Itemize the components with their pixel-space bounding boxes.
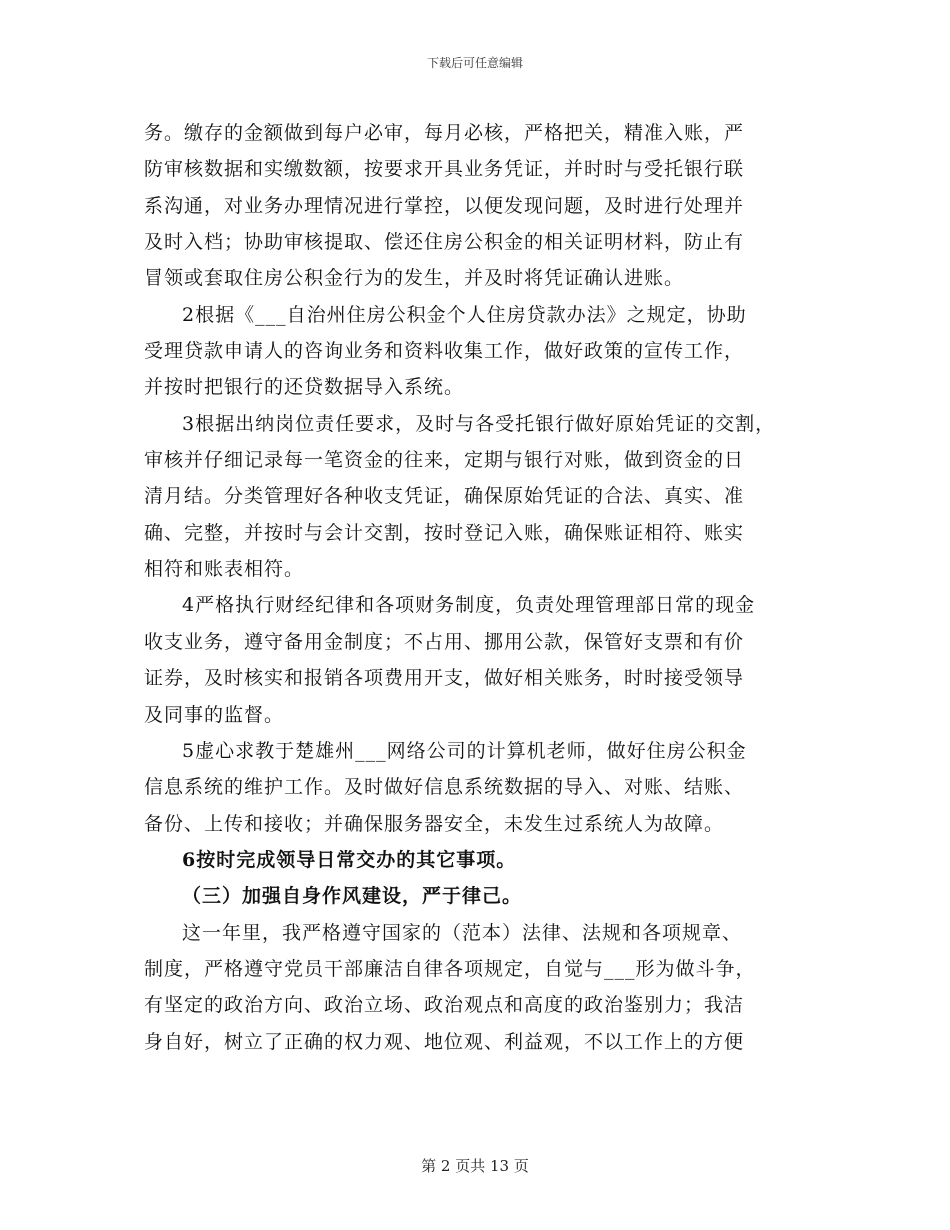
text-line: 确、完整，并按时与会计交割，按时登记入账，确保账证相符、账实 bbox=[144, 522, 745, 544]
text-line: 证券，及时核实和报销各项费用开支，做好相关账务，时时接受领导 bbox=[144, 667, 745, 689]
text-line: 相符和账表相符。 bbox=[144, 558, 305, 580]
text-line: 5虚心求教于楚雄州___网络公司的计算机老师，做好住房公积金 bbox=[182, 740, 747, 762]
text-line: 并按时把银行的还贷数据导入系统。 bbox=[144, 376, 465, 398]
text-line: 及时入档；协助审核提取、偿还住房公积金的相关证明材料，防止有 bbox=[144, 231, 745, 253]
text-line: 清月结。分类管理好各种收支凭证，确保原始凭证的合法、真实、准 bbox=[144, 485, 745, 507]
text-line: 这一年里，我严格遵守国家的（范本）法律、法规和各项规章、 bbox=[182, 922, 743, 944]
text-line: 备份、上传和接收；并确保服务器安全，未发生过系统人为故障。 bbox=[144, 813, 725, 835]
bold-item-line: 6按时完成领导日常交办的其它事项。 bbox=[182, 849, 517, 871]
text-line: 受理贷款申请人的咨询业务和资料收集工作，做好政策的宣传工作， bbox=[144, 340, 745, 362]
text-line: 审核并仔细记录每一笔资金的往来，定期与银行对账，做到资金的日 bbox=[144, 449, 745, 471]
text-line: 防审核数据和实缴数额，按要求开具业务凭证，并时时与受托银行联 bbox=[144, 158, 745, 180]
text-line: 身自好，树立了正确的权力观、地位观、利益观，不以工作上的方便 bbox=[144, 1031, 745, 1053]
page-header: 下载后可任意编辑 bbox=[426, 56, 523, 70]
text-line: 有坚定的政治方向、政治立场、政治观点和高度的政治鉴别力；我洁 bbox=[144, 994, 745, 1016]
text-line: 制度，严格遵守党员干部廉洁自律各项规定，自觉与___形为做斗争， bbox=[144, 958, 756, 980]
text-line: 冒领或套取住房公积金行为的发生，并及时将凭证确认进账。 bbox=[144, 267, 685, 289]
text-line: 2根据《___自治州住房公积金个人住房贷款办法》之规定，协助 bbox=[182, 304, 747, 326]
text-line: 信息系统的维护工作。及时做好信息系统数据的导入、对账、结账、 bbox=[144, 776, 745, 798]
text-line: 及同事的监督。 bbox=[144, 704, 285, 726]
section-heading: （三）加强自身作风建设，严于律己。 bbox=[182, 885, 523, 907]
text-line: 系沟通，对业务办理情况进行掌控，以便发现问题，及时进行处理并 bbox=[144, 195, 745, 217]
text-line: 4严格执行财经纪律和各项财务制度，负责处理管理部日常的现金 bbox=[182, 594, 756, 616]
page-footer: 第 2 页共 13 页 bbox=[421, 1157, 529, 1175]
text-line: 务。缴存的金额做到每户必审，每月必核，严格把关，精准入账，严 bbox=[144, 122, 745, 144]
text-line: 收支业务，遵守备用金制度；不占用、挪用公款，保管好支票和有价 bbox=[144, 631, 745, 653]
text-line: 3根据出纳岗位责任要求，及时与各受托银行做好原始凭证的交割， bbox=[182, 413, 776, 435]
